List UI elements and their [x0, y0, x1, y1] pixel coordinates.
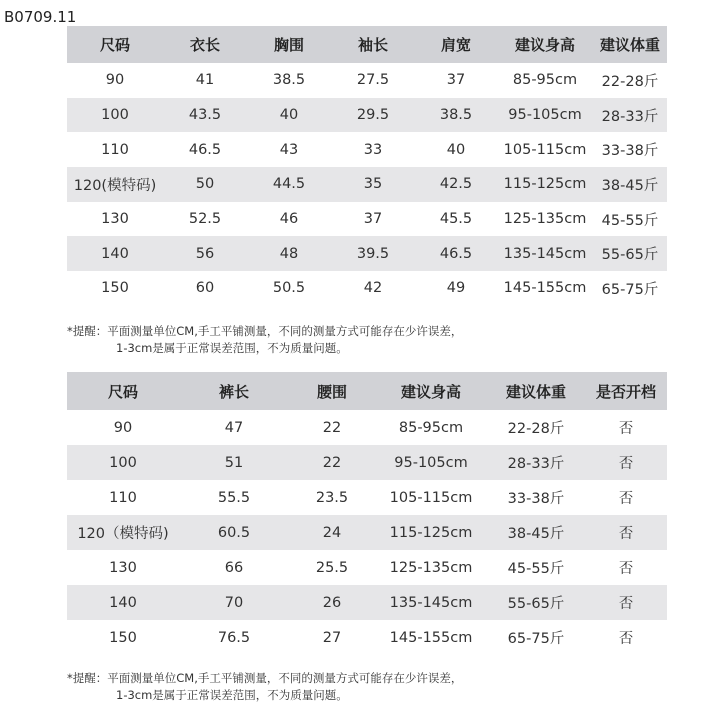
table-cell: 否: [618, 456, 634, 472]
column-header: 尺码: [107, 382, 138, 401]
table-row: [67, 167, 667, 202]
table-cell: 44.5: [272, 176, 306, 193]
table-cell: 135-145cm: [503, 245, 587, 262]
table-row: [67, 620, 667, 655]
table-row: [67, 585, 667, 620]
table-cell: 125-135cm: [389, 559, 473, 576]
table-row: [67, 410, 667, 445]
table-cell: 70: [224, 594, 244, 611]
table-cell: 38-45斤: [601, 177, 659, 194]
bottom-table-note: [67, 670, 462, 704]
table-cell: 65-75斤: [507, 631, 565, 647]
column-header: 袖长: [357, 36, 388, 54]
table-cell: 46.5: [188, 141, 222, 158]
table-cell: 110: [101, 141, 129, 158]
table-cell: 37: [363, 211, 383, 228]
column-header: 衣长: [189, 36, 220, 54]
table-cell: 42.5: [439, 176, 473, 193]
table-cell: 76.5: [217, 629, 251, 646]
table-cell: 38.5: [272, 72, 306, 89]
table-cell: 33: [363, 141, 383, 158]
table-cell: 120(模特码): [73, 177, 157, 194]
table-cell: 115-125cm: [503, 176, 587, 193]
table-cell: 否: [618, 596, 634, 612]
table-cell: 105-115cm: [389, 489, 473, 506]
table-cell: 52.5: [188, 211, 222, 228]
table-cell: 23.5: [315, 489, 349, 506]
table-cell: 38.5: [439, 107, 473, 124]
bottom-size-table: [67, 372, 667, 655]
table-cell: 95-105cm: [508, 107, 582, 124]
table-cell: 125-135cm: [503, 211, 587, 228]
table-cell: 45-55斤: [601, 212, 659, 229]
table-cell: 65-75斤: [601, 281, 659, 298]
table-cell: 140: [109, 594, 137, 611]
column-header: 建议身高: [514, 36, 575, 54]
table-cell: 130: [109, 559, 137, 576]
column-header: 建议体重: [505, 382, 566, 401]
table-cell: 45-55斤: [507, 561, 565, 577]
table-cell: 100: [101, 107, 129, 124]
table-row: [67, 132, 667, 167]
top-size-table: [67, 26, 667, 306]
table-cell: 43.5: [188, 107, 222, 124]
table-row: [67, 550, 667, 585]
table-row: [67, 515, 667, 550]
table-cell: 90: [113, 419, 133, 436]
table-cell: 150: [109, 629, 137, 646]
table-cell: 41: [195, 72, 215, 89]
table-cell: 28-33斤: [507, 456, 565, 472]
note-line-1: *提醒：平面测量单位CM,手工平铺测量，不同的测量方式可能存在少许误差，: [67, 324, 463, 338]
table-cell: 46.5: [439, 245, 473, 262]
table-cell: 28-33斤: [601, 108, 659, 125]
table-cell: 50.5: [272, 280, 306, 297]
table-cell: 66: [224, 559, 244, 576]
table-cell: 95-105cm: [394, 454, 468, 471]
table-cell: 55-65斤: [601, 247, 659, 264]
column-header: 裤长: [218, 382, 249, 401]
table-cell: 24: [322, 524, 342, 541]
table-cell: 49: [446, 280, 466, 297]
table-cell: 56: [195, 245, 215, 262]
table-header-row: [67, 372, 667, 410]
table-cell: 33-38斤: [507, 491, 565, 507]
column-header: 是否开档: [595, 382, 656, 401]
table-cell: 否: [618, 526, 634, 542]
table-cell: 48: [279, 245, 299, 262]
table-cell: 45.5: [439, 211, 473, 228]
table-cell: 130: [101, 211, 129, 228]
note-line-2: 1-3cm是属于正常误差范围，不为质量问题。: [116, 688, 348, 702]
table-cell: 135-145cm: [389, 594, 473, 611]
table-cell: 60: [195, 280, 215, 297]
table-row: [67, 480, 667, 515]
table-cell: 51: [224, 454, 244, 471]
table-cell: 55-65斤: [507, 596, 565, 612]
column-header: 建议身高: [400, 382, 461, 401]
table-row: [67, 202, 667, 237]
table-cell: 85-95cm: [398, 419, 464, 436]
table-row: [67, 445, 667, 480]
table-cell: 35: [363, 176, 383, 193]
table-cell: 29.5: [356, 107, 390, 124]
column-header: 腰围: [316, 382, 347, 401]
column-header: 建议体重: [599, 36, 660, 54]
table-cell: 40: [446, 141, 466, 158]
note-line-2: 1-3cm是属于正常误差范围，不为质量问题。: [116, 341, 348, 355]
column-header: 胸围: [273, 36, 304, 54]
table-row: [67, 98, 667, 133]
table-cell: 39.5: [356, 245, 390, 262]
table-cell: 22: [322, 419, 342, 436]
table-cell: 110: [109, 489, 137, 506]
table-cell: 22-28斤: [601, 73, 659, 90]
table-cell: 145-155cm: [503, 280, 587, 297]
table-cell: 否: [618, 491, 634, 507]
table-cell: 150: [101, 280, 129, 297]
column-header: 尺码: [99, 36, 130, 54]
table-cell: 否: [618, 561, 634, 577]
table-cell: 46: [279, 211, 299, 228]
table-cell: 85-95cm: [512, 72, 578, 89]
table-cell: 37: [446, 72, 466, 89]
table-cell: 25.5: [315, 559, 349, 576]
table-cell: 38-45斤: [507, 526, 565, 542]
table-cell: 22: [322, 454, 342, 471]
table-cell: 50: [195, 176, 215, 193]
table-cell: 47: [224, 419, 244, 436]
table-cell: 否: [618, 421, 634, 437]
table-cell: 90: [105, 72, 125, 89]
table-cell: 27.5: [356, 72, 390, 89]
table-row: [67, 236, 667, 271]
table-header-row: [67, 26, 667, 63]
table-cell: 105-115cm: [503, 141, 587, 158]
table-cell: 40: [279, 107, 299, 124]
table-cell: 否: [618, 631, 634, 647]
table-cell: 100: [109, 454, 137, 471]
table-cell: 145-155cm: [389, 629, 473, 646]
table-cell: 120（模特码): [77, 526, 169, 542]
table-cell: 26: [322, 594, 342, 611]
column-header: 肩宽: [440, 36, 471, 54]
top-table-note: [67, 323, 462, 357]
table-row: [67, 271, 667, 306]
table-cell: 27: [322, 629, 342, 646]
note-line-1: *提醒：平面测量单位CM,手工平铺测量，不同的测量方式可能存在少许误差，: [67, 671, 463, 685]
table-cell: 42: [363, 280, 383, 297]
table-cell: 22-28斤: [507, 421, 565, 437]
product-code: B0709.11: [4, 8, 77, 26]
table-cell: 115-125cm: [389, 524, 473, 541]
table-cell: 140: [101, 245, 129, 262]
table-cell: 33-38斤: [601, 143, 659, 160]
table-cell: 55.5: [217, 489, 251, 506]
table-cell: 60.5: [217, 524, 251, 541]
table-row: [67, 63, 667, 98]
table-cell: 43: [279, 141, 299, 158]
